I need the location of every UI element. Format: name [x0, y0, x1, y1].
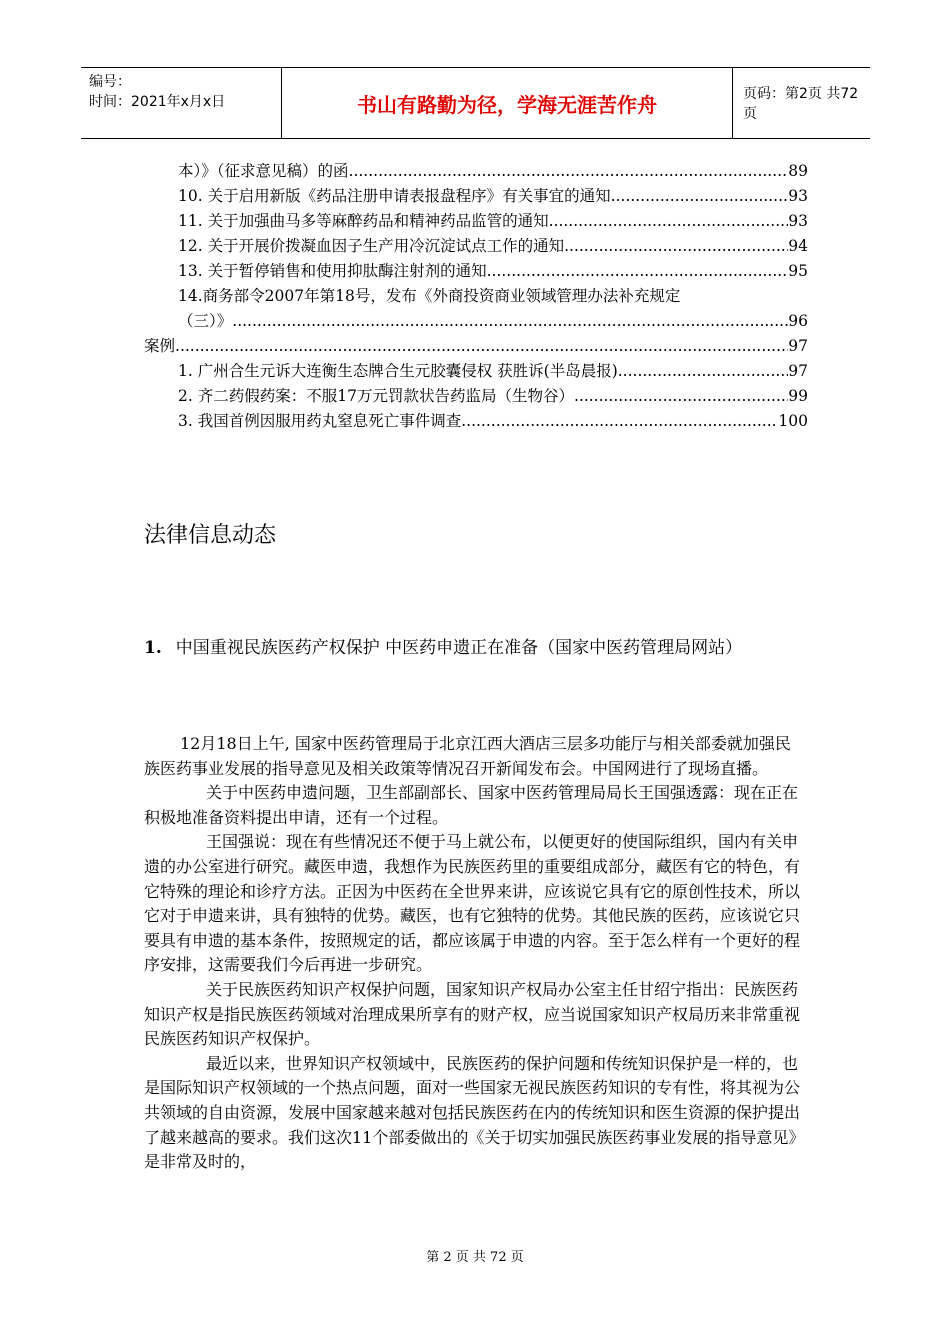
toc-item[interactable]: 11. 关于加强曲马多等麻醉药品和精神药品监管的通知 ..... 93 — [144, 209, 808, 234]
paragraph: 12月18日上午, 国家中医药管理局于北京江西大酒店三层多功能厅与相关部委就加强民族医药事业发展的指导意见及相关政策等情况召开新闻发布会。中国网进行了现场直播。 — [144, 734, 791, 778]
paragraph: 王国强说：现在有些情况还不便于马上就公布，以便更好的使国际组织，国内有关申遗的办公室进行研究。藏医申遗，我想作为民族医药里的重要组成部分，藏医有它的特色，有它特殊的理论和诊疗方法。正因为中医药在全世界来讲，应该说它具有它的原创性技术，所以它对于申遗来讲，具有独特的优势。藏医，也有它独特的优势。其他民族的医药，应该说它只要具有申遗的基本条件，按照规定的话，都应该属于申遗的内容。至于怎么样有一个更好的程序安排，这需要我们今后再进一步研究。 — [144, 832, 801, 975]
header-meta-cell — [81, 68, 282, 138]
toc-item[interactable]: 2. 齐二药假药案：不服17万元罚款状告药监局（生物谷） ..... 99 — [144, 384, 808, 409]
toc-item[interactable]: 14.商务部令2007年第18号，发布《外商投资商业领域管理办法补充规定 — [178, 287, 681, 305]
paragraph: 最近以来，世界知识产权领域中，民族医药的保护问题和传统知识保护是一样的，也是国际知识产权领域的一个热点问题，面对一些国家无视民族医药知识的专有性，将其视为公共领域的自由资源，发展中国家越来越对包括民族医药在内的传统知识和医生资源的保护提出了越来越高的要求。我们这次11个部委做出的《关于切实加强民族医药事业发展的指导意见》是非常及时的， — [144, 1053, 801, 1172]
toc-item[interactable]: 1. 广州合生元诉大连衡生态牌合生元胶囊侵权 获胜诉(半岛晨报) ..... 97 — [144, 359, 808, 384]
section-title: 法律信息动态 — [144, 523, 277, 548]
toc-item[interactable]: 3. 我国首例因服用药丸窒息死亡事件调查 ..... 100 — [144, 409, 808, 434]
motto: 书山有路勤为径，学海无涯苦作舟 — [282, 68, 733, 138]
page-info: 页码：第2页 共72页 — [743, 86, 859, 122]
toc-item[interactable]: 案例 ..... 97 — [144, 334, 808, 359]
header-table — [81, 67, 870, 139]
toc-item[interactable]: 10. 关于启用新版《药品注册申请表报盘程序》有关事宜的通知 ..... 93 — [144, 184, 808, 209]
toc-item[interactable]: 本）》（征求意见稿）的函 ..... 89 — [144, 159, 808, 184]
paragraph: 关于中医药申遗问题，卫生部副部长、国家中医药管理局局长王国强透露：现在正在积极地准备资料提出申请，还有一个过程。 — [144, 783, 799, 827]
page-footer: 第 2 页 共 72 页 — [426, 1250, 524, 1265]
toc-item[interactable]: 13. 关于暂停销售和使用抑肽酶注射剂的通知 ..... 95 — [144, 259, 808, 284]
toc-item[interactable]: 12. 关于开展价拨凝血因子生产用冷沉淀试点工作的通知 ..... 94 — [144, 234, 808, 259]
paragraph: 关于民族医药知识产权保护问题，国家知识产权局办公室主任甘绍宁指出：民族医药知识产权是指民族医药领域对治理成果所享有的财产权，应当说国家知识产权局历来非常重视民族医药知识产权保护。 — [144, 979, 801, 1049]
time-label: 时间：2021年x月x日 — [89, 94, 226, 110]
table-of-contents — [144, 159, 808, 434]
article-title: 中国重视民族医药产权保护 中医药申遗正在准备（国家中医药管理局网站） — [175, 638, 743, 658]
article-body — [144, 732, 804, 1175]
toc-item[interactable]: （三）》 ..... 96 — [144, 309, 808, 334]
number-label: 编号： — [89, 74, 131, 90]
article-number: 1. — [144, 638, 162, 658]
article-heading — [144, 625, 808, 671]
